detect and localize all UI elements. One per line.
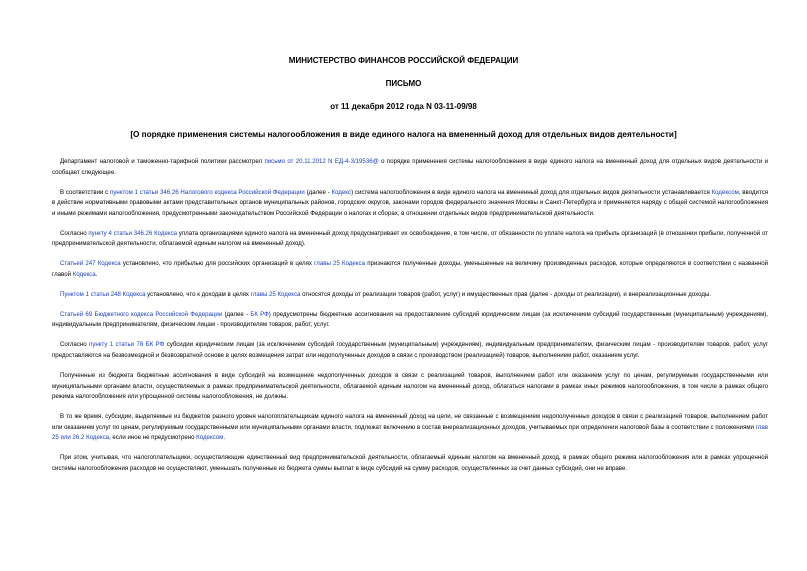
link-tax-code-346-26[interactable]: пунктом 1 статьи 346.26 Налогового кодекса Российской Федерации — [110, 188, 305, 196]
text-run: , вводится в действие нормативными правовыми актами представительных органов муниципальных районов, городских округов, законами городов федерального значения Москвы и Санкт-Петербурга и применяется наряду с общей системой налогообложения и иными режимами налогообложения, предусмотренными законодательством Российской Федерации о налогах и сборах, в отношении отдельных видов предпринимательской деятельности. — [52, 188, 768, 217]
link-code-instr[interactable]: Кодексом — [711, 188, 739, 196]
link-346-26-p4[interactable]: пункту 4 статьи 346.26 Кодекса — [88, 229, 178, 237]
paragraph-6 — [52, 310, 768, 331]
link-article-248[interactable]: Пунктом 1 статьи 248 Кодекса — [60, 290, 146, 298]
text-run: установлено, что прибылью для российских организаций в целях — [120, 260, 315, 268]
link-code-gen[interactable]: Кодекса — [72, 270, 96, 278]
text-run: (далее - — [222, 310, 251, 318]
text-run: ) предусмотрены бюджетные ассигнования на предоставление субсидий юридическим лицам (за исключением субсидий государственным (муниципальным) учреждениям), индивидуальным предпринимателям, физическим лицам - производителям товаров, работ, услуг. — [52, 310, 769, 329]
text-run: (далее - — [304, 188, 332, 196]
paragraph-9 — [52, 412, 768, 444]
text-run: . — [223, 434, 226, 442]
text-run: В то же время, субсидии, выделяемые из бюджетов разного уровня налогоплательщикам единого налога на вмененный доход на цели, не связанные с возмещением недополученных доходов в связи с реализацией товаров, выполнением работ или оказанием услуг по ценам, регулируемым государственными или муниципальными органами власти, подлежат включению в состав внереализационных доходов, учитываемых при определении налоговой базы в соответствии с положениями — [52, 413, 768, 431]
text-run: Согласно — [60, 341, 90, 349]
text-run: о порядке применения системы налогообложения в виде единого налога на вмененный доход для отдельных видов деятельности и сообщает следующее. — [52, 158, 769, 176]
document-type: ПИСЬМО — [385, 79, 422, 88]
text-run: , если иное не предусмотрено — [109, 434, 197, 442]
paragraph-2 — [52, 188, 768, 220]
text-run: субсидии юридическим лицам (за исключением субсидий государственным (муниципальным) учреждениям), индивидуальным предпринимателям, физическим лицам - производителям товаров, работ, услуг предоставляются на безвозмездной и безвозвратной основе в целях возмещения затрат или недополученных доходов в связи с производством (реализацией) товаров, выполнением работ, оказанием услуг. — [52, 341, 768, 360]
text-run: признаются полученные доходы, уменьшенные на величину произведенных расходов, которые определяются в соответствии с названной главой — [52, 260, 768, 278]
text-run: установлено, что к доходам в целях — [145, 290, 251, 298]
paragraph-5 — [52, 290, 768, 301]
paragraph-4 — [52, 259, 768, 280]
link-letter-ed-4-3[interactable]: письмо от 20.11.2012 N ЕД-4-3/19536@ — [264, 158, 379, 165]
document-date-number: от 11 декабря 2012 года N 03-11-09/98 — [330, 102, 477, 111]
text-run: уплата организациями единого налога на вмененный доход предусматривает их освобождение, в том числе, от обязанности по уплате налога на прибыль организаций (в отношении прибыли, полученной от предпринимательской деятельности, облагаемой единым налогом на вмененный доход). — [52, 229, 768, 248]
link-bk-rf[interactable]: БК РФ — [250, 310, 269, 318]
text-run: относятся доходы от реализации товаров (работ, услуг) и имущественных прав (далее - доходы от реализации), и внереализационные доходы. — [300, 290, 712, 298]
paragraph-3 — [52, 229, 768, 250]
link-bk-rf-78[interactable]: пункту 1 статьи 78 БК РФ — [89, 341, 165, 349]
text-run: ) система налогообложения в виде единого налога на вмененный доход для отдельных видов деятельности устанавливается — [351, 188, 712, 196]
text-run: . — [95, 270, 98, 278]
paragraph-1 — [52, 157, 768, 178]
link-chapter-25-b[interactable]: главы 25 Кодекса — [250, 290, 301, 298]
link-code[interactable]: Кодекс — [331, 188, 352, 196]
text-run: Департамент налоговой и таможенно-тарифной политики рассмотрел — [60, 158, 265, 165]
text-run: Согласно — [60, 229, 89, 237]
link-chapters-25-26-2[interactable]: глав 25 или 26.2 Кодекса — [52, 423, 768, 442]
link-article-247[interactable]: Статьей 247 Кодекса — [60, 260, 121, 268]
paragraph-10 — [52, 453, 768, 474]
link-budget-code-69[interactable]: Статьей 69 Бюджетного кодекса Российской Федерации — [60, 310, 223, 318]
link-chapter-25[interactable]: главы 25 Кодекса — [314, 260, 365, 268]
text-run: При этом, учитывая, что налогоплательщики, осуществляющие единственный вид предпринимательской деятельности, облагаемый единым налогом на вмененный доход, в рамках общего режима налогообложения или в рамках упрощенной системы налогообложения расходов не осуществляют, уменьшать полученные из бюджета суммы выплат в виде субсидий на сумму расходов, осуществленных за счет данных субсидий, они не вправе. — [52, 454, 768, 472]
ministry-heading: МИНИСТЕРСТВО ФИНАНСОВ РОССИЙСКОЙ ФЕДЕРАЦИИ — [288, 56, 519, 65]
link-code-inst[interactable]: Кодексом — [196, 434, 224, 442]
text-run: Полученные из бюджета бюджетные ассигнования в виде субсидий на возмещение недополученных доходов в связи с реализацией товаров, выполнением работ или оказанием услуг по ценам, регулируемым государственными или муниципальными органами власти, осуществляемых в рамках предпринимательской деятельности, облагаемой единым налогом на вмененный доход, облагаться налогами в рамках иных режимов налогообложения, в том числе в рамках общего режима налогообложения или упрощенной системы налогообложения, не должны. — [52, 372, 768, 401]
text-run: В соответствии с — [60, 188, 111, 196]
document-body — [52, 157, 768, 484]
document-title: [О порядке применения системы налогообложения в виде единого налога на вмененный доход для отдельных видов деятельности] — [130, 130, 677, 139]
paragraph-7 — [52, 340, 768, 361]
paragraph-8 — [52, 371, 768, 403]
